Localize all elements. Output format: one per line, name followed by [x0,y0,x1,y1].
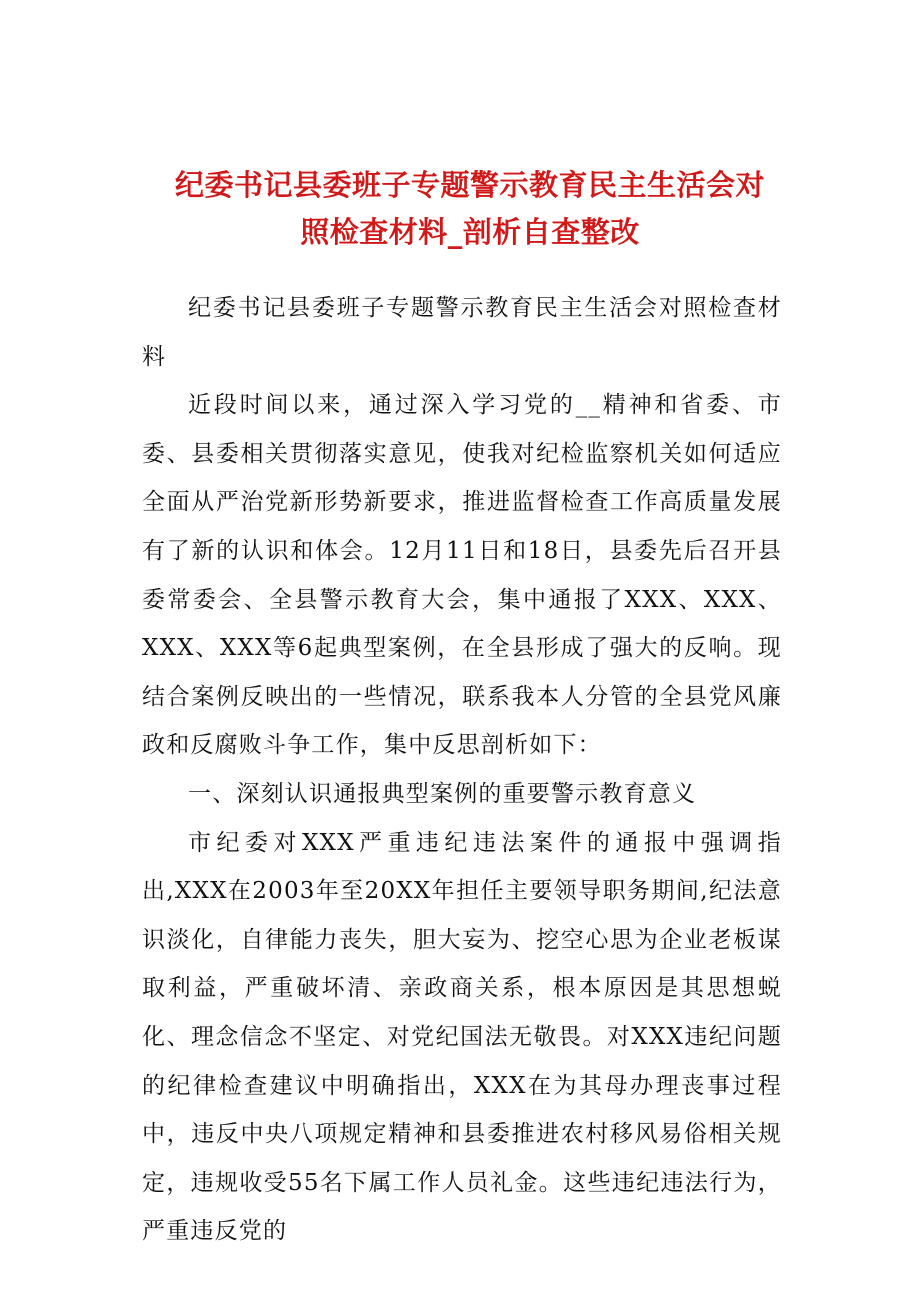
document-title-line-2: 照检查材料_剖析自查整改 [300,215,640,249]
document-title-line-1: 纪委书记县委班子专题警示教育民主生活会对 [174,168,765,202]
document-body [142,284,782,1256]
intro-paragraph: 纪委书记县委班子专题警示教育民主生活会对照检查材料 [142,295,782,370]
case-paragraph: 市纪委对XXX严重违纪违法案件的通报中强调指出,XXX在2003年至20XX年担任主要领导职务期间,纪法意识淡化，自律能力丧失，胆大妄为、挖空心思为企业老板谋取利益，严重破坏清、亲政商关系，根本原因是其思想蜕化、理念信念不坚定、对党纪国法无敬畏。对XXX违纪问题的纪律检查建议中明确指出，XXX在为其母办理丧事过程中，违反中央八项规定精神和县委推进农村移风易俗相关规定，违规收受55名下属工作人员礼金。这些违纪违法行为，严重违反党的 [142,829,782,1245]
background-paragraph: 近段时间以来，通过深入学习党的__精神和省委、市委、县委相关贯彻落实意见，使我对纪检监察机关如何适应全面从严治党新形势新要求，推进监督检查工作高质量发展有了新的认识和体会。12月11日和18日，县委先后召开县委常委会、全县警示教育大会，集中通报了XXX、XXX、XXX、XXX等6起典型案例，在全县形成了强大的反响。现结合案例反映出的一些情况，联系我本人分管的全县党风廉政和反腐败斗争工作，集中反思剖析如下： [142,392,782,759]
section-heading: 一、深刻认识通报典型案例的重要警示教育意义 [188,780,697,807]
